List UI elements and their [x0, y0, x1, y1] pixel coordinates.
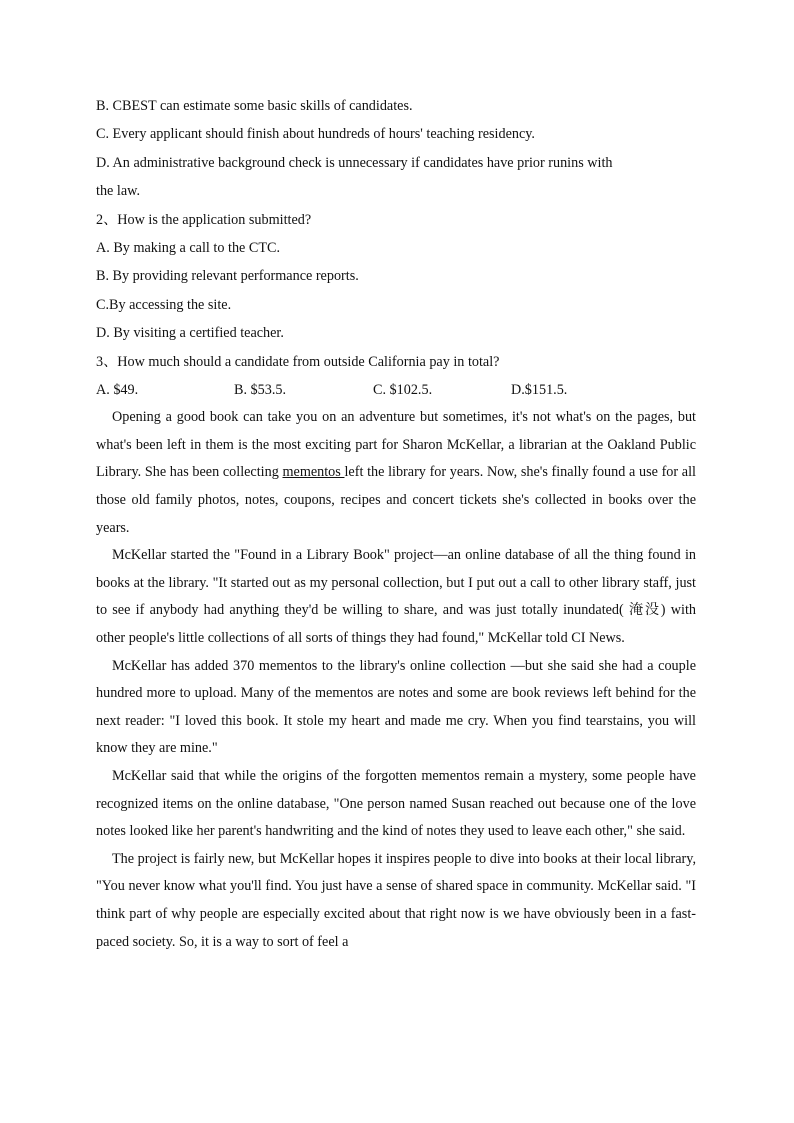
- option-a: A. $49.: [96, 381, 139, 398]
- document-page: [96, 92, 696, 956]
- question-stem: 3、How much should a candidate from outside California pay in total?: [96, 353, 500, 370]
- option-d-continued: the law.: [96, 183, 140, 200]
- reading-passage: [96, 404, 696, 956]
- underlined-word: mementos: [282, 464, 345, 481]
- option-c: C. Every applicant should finish about hundreds of hours' teaching residency.: [96, 126, 535, 143]
- option-a: A. By making a call to the CTC.: [96, 239, 281, 256]
- paragraph-4: McKellar said that while the origins of the forgotten mementos remain a mystery, some people have recognized items on the online database, "One person named Susan reached out because one of the love notes looked like her parent's handwriting and the kind of notes they used to leave each other," she said.: [96, 768, 696, 840]
- option-b: B. $53.5.: [234, 381, 287, 398]
- question-2: [96, 206, 696, 348]
- paragraph-1-text: Opening a good book can take you on an adventure but sometimes, it's not what's on the pages, but what's been left in them is the most exciting part for Sharon McKellar, a librarian at the Oakland Public Library. She has been collecting: [96, 409, 696, 481]
- option-b: B. CBEST can estimate some basic skills of candidates.: [96, 98, 413, 114]
- question-3: [96, 348, 696, 405]
- option-d: D. An administrative background check is unnecessary if candidates have prior runins with: [96, 154, 613, 171]
- option-c: C.By accessing the site.: [96, 296, 232, 313]
- paragraph-2: McKellar started the "Found in a Library Book" project—an online database of all the thing found in books at the library. "It started out as my personal collection, but I put out a call to other library staff, just to see if anybody had anything they'd be willing to share, and was just totally inundated( 淹没) with other people's little collections of all sorts of things they had found," McKellar told CI News.: [96, 547, 696, 647]
- options-row: [96, 376, 696, 404]
- question-1-options: [96, 92, 696, 206]
- option-d: D.$151.5.: [511, 381, 568, 398]
- paragraph-1-text-end: left the library for years. Now, she's finally found a use for all those old family photos, notes, coupons, recipes and concert tickets she's collected in books over the years.: [96, 464, 696, 536]
- option-c: C. $102.5.: [373, 381, 433, 398]
- option-d: D. By visiting a certified teacher.: [96, 325, 284, 342]
- paragraph-5: The project is fairly new, but McKellar hopes it inspires people to dive into books at their local library, "You never know what you'll find. You just have a sense of shared space in community. McKellar said. "I think part of why people are especially excited about that right now is we have obviously been in a fast-paced society. So, it is a way to sort of feel a: [96, 850, 696, 950]
- paragraph-1: [96, 404, 696, 542]
- paragraph-3: McKellar has added 370 mementos to the library's online collection —but she said she had a couple hundred more to upload. Many of the mementos are notes and some are book reviews left behind for the next reader: "I loved this book. It stole my heart and made me cry. When you find tearstains, you will know they are mine.": [96, 657, 696, 757]
- option-b: B. By providing relevant performance reports.: [96, 268, 359, 285]
- question-stem: 2、How is the application submitted?: [96, 211, 312, 228]
